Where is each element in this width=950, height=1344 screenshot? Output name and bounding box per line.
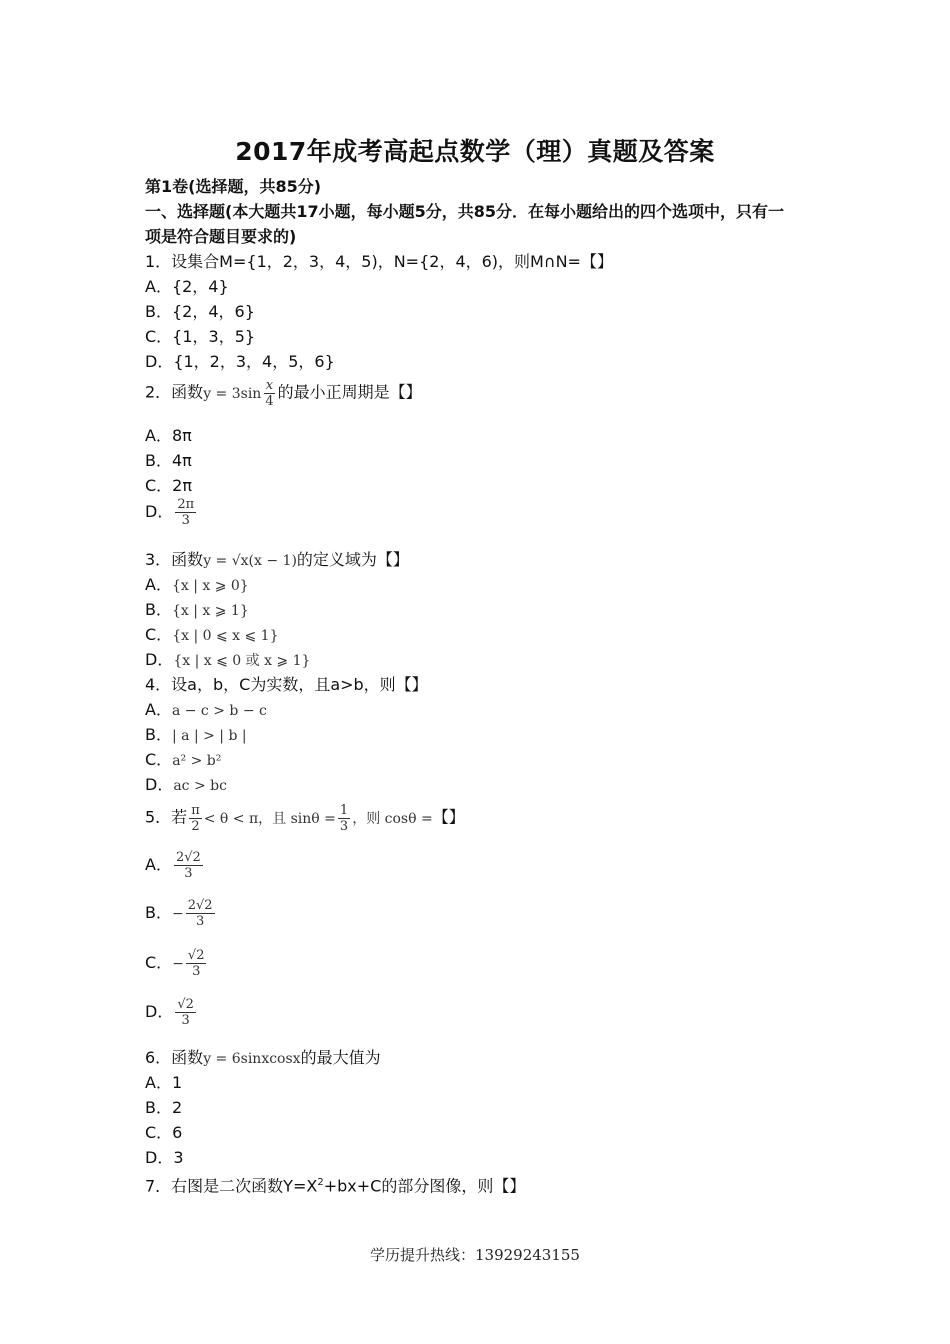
question-1-option-a: A．{2，4} [145,277,229,296]
question-6-option-d: D．3 [145,1148,184,1167]
q5-formula: $\frac{\pi}{2}$ < θ < π，且 sinθ = $\frac{1}{3}$ ，则 cosθ = [191,803,433,834]
q3-formula: y = √x(x − 1) [203,553,297,569]
question-1-option-d: D．{1，2，3，4，5，6} [145,352,335,371]
question-2-option-d: D． $\frac{2\pi}{3}$ [145,497,195,528]
page-footer: 学历提升热线：13929243155 [370,1246,580,1264]
q6-formula: y = 6sinxcosx [203,1051,301,1067]
question-5-option-b: B．− $\frac{2√2}{3}$ [145,898,213,929]
question-6-option-c: C．6 [145,1123,183,1142]
q2-formula: y = 3sin $\frac{x}{4}$ [203,378,274,409]
question-6-option-a: A．1 [145,1073,183,1092]
instructions-line-2: 项是符合题目要求的) [145,227,297,246]
question-4-stem: 4．设a，b，C为实数，且a>b，则【】 [145,675,428,694]
question-4-option-c: C．a² > b² [145,750,222,769]
question-3-option-c: C．{x | 0 ⩽ x ⩽ 1} [145,625,279,644]
question-5-option-d: D． $\frac{√2}{3}$ [145,997,194,1028]
question-3-option-a: A．{x | x ⩾ 0} [145,575,249,594]
question-2-option-c: C．2π [145,476,192,495]
question-7-stem: 7．右图是二次函数$Y=X^2+bx+C$的部分图像，则【】 [145,1176,526,1196]
question-6-stem: 6．函数y = 6sinxcosx的最大值为 [145,1048,381,1067]
question-5-option-a: A． $\frac{2√2}{3}$ [145,850,201,881]
question-4-option-d: D．ac > bc [145,775,227,794]
question-4-option-b: B．| a | > | b | [145,725,247,744]
question-1-stem: 1．设集合M={1，2，3，4，5)，N={2，4，6)，则M∩N=【】 [145,252,613,271]
question-2-stem: 2．函数y = 3sin $\frac{x}{4}$ 的最小正周期是【】 [145,378,422,409]
question-2-option-a: A．8π [145,426,192,445]
question-3-option-d: D．{x | x ⩽ 0 或 x ⩾ 1} [145,650,311,669]
question-4-option-a: A．a − c > b − c [145,700,267,719]
page-title: 2017年成考高起点数学（理）真题及答案 [235,137,715,166]
question-1-option-c: C．{1，3，5} [145,327,256,346]
question-5-stem: 5．若 $\frac{\pi}{2}$ < θ < π，且 sinθ = $\frac{1}{3}$ ，则 cosθ =【】 [145,803,465,834]
question-3-option-b: B．{x | x ⩾ 1} [145,600,249,619]
question-1-option-b: B．{2，4，6} [145,302,255,321]
question-3-stem: 3．函数y = √x(x − 1)的定义域为【】 [145,550,409,569]
question-6-option-b: B．2 [145,1098,183,1117]
question-5-option-c: C．− $\frac{√2}{3}$ [145,948,205,979]
instructions-line-1: 一、选择题(本大题共17小题，每小题5分，共85分．在每小题给出的四个选项中，只有一 [145,202,784,221]
question-2-option-b: B．4π [145,451,192,470]
section-heading: 第1卷(选择题，共85分) [145,177,322,196]
